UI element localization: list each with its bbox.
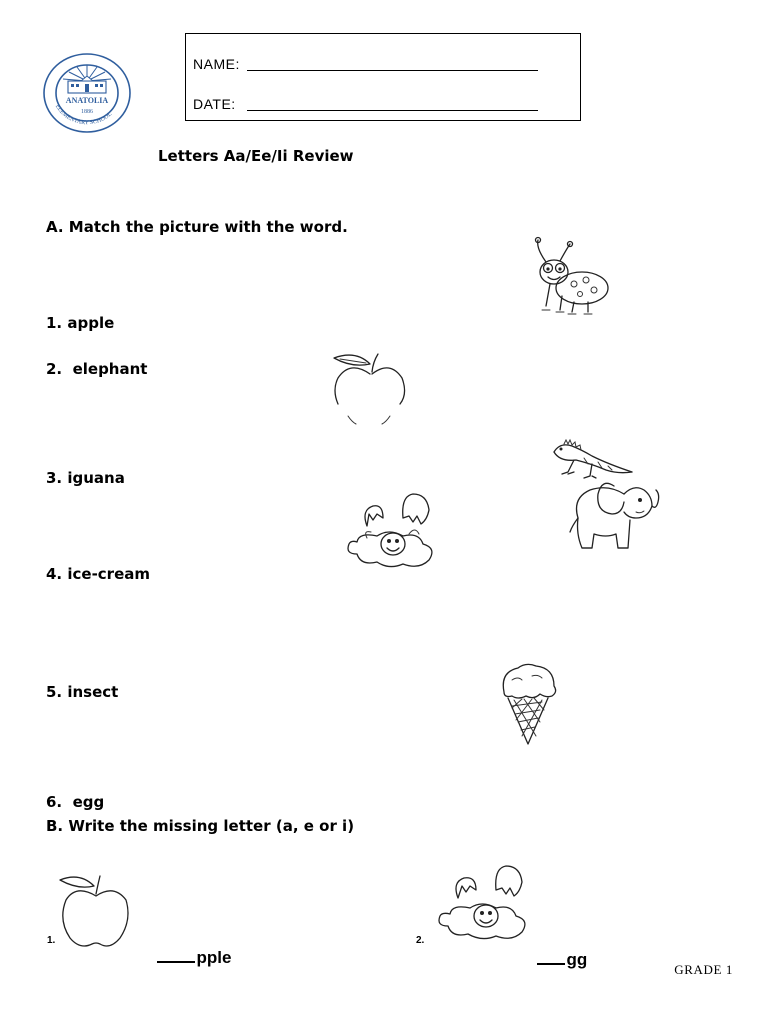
missing-letter-blank-2[interactable] (537, 962, 565, 965)
word-rest-1: pple (196, 948, 232, 967)
section-b-item-1 (148, 928, 231, 968)
insect-picture[interactable] (530, 236, 612, 320)
logo-year: 1886 (81, 109, 93, 115)
grade-label: GRADE 1 (674, 962, 733, 977)
elephant-picture[interactable] (568, 478, 662, 558)
section-b-heading: B. Write the missing letter (a, e or i) (46, 817, 355, 835)
section-b-item-2 (528, 930, 587, 970)
section-b-item-1-number: 1. (47, 935, 56, 946)
name-field[interactable] (247, 70, 538, 71)
missing-letter-blank-1[interactable] (157, 960, 195, 963)
school-logo (41, 51, 133, 135)
egg-picture[interactable] (343, 488, 437, 576)
match-word-elephant[interactable]: 2. elephant (46, 360, 148, 378)
section-a-heading: A. Match the picture with the word. (46, 218, 348, 236)
match-word-insect[interactable]: 5. insect (46, 683, 119, 701)
match-word-egg[interactable]: 6. egg (46, 793, 105, 811)
ice-cream-picture[interactable] (496, 662, 562, 752)
date-field[interactable] (247, 110, 538, 111)
logo-ring-text: ELEMENTARY SCHOOL (53, 103, 114, 127)
match-word-iguana[interactable]: 3. iguana (46, 469, 125, 487)
worksheet-title: Letters Aa/Ee/Ii Review (158, 147, 354, 165)
section-b-egg-picture (434, 858, 530, 946)
section-b-item-2-number: 2. (416, 935, 425, 946)
apple-picture[interactable] (330, 350, 410, 434)
date-label: DATE: (193, 96, 236, 112)
match-word-ice-cream[interactable]: 4. ice-cream (46, 565, 151, 583)
name-label: NAME: (193, 56, 240, 72)
section-b-apple-picture (58, 870, 134, 954)
match-word-apple[interactable]: 1. apple (46, 314, 115, 332)
logo-school-name: ANATOLIA (65, 96, 109, 105)
word-rest-2: gg (566, 950, 588, 969)
header-box (185, 33, 581, 121)
